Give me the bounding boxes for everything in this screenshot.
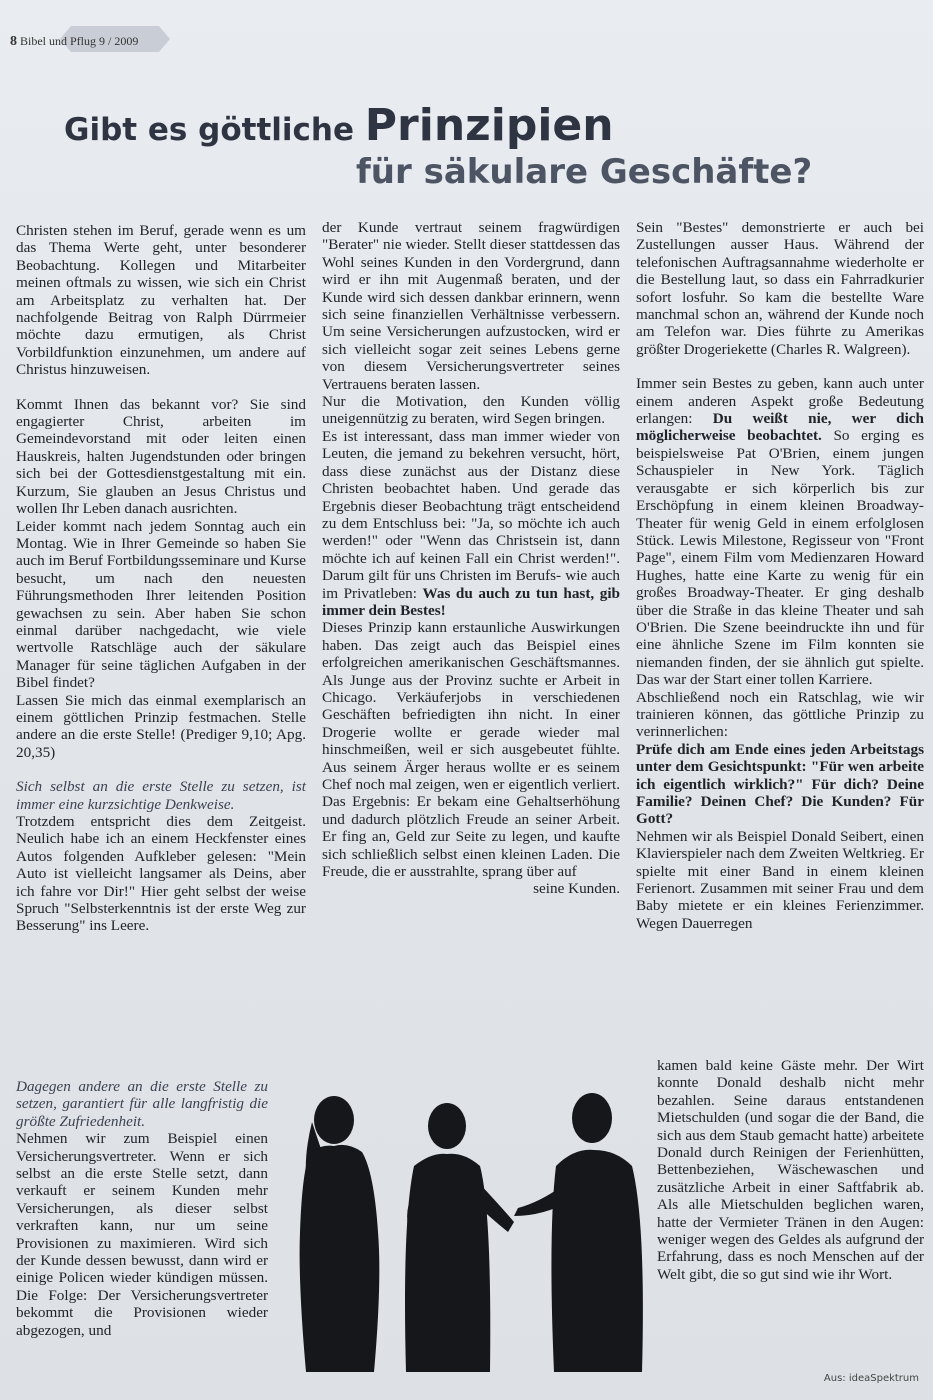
paragraph: Trotzdem entspricht dies dem Zeitgeist. Neulich habe ich an einem Heckfenster eines Autos folgenden Aufkleber gelesen: "Mein Auto ist vielleicht langsamer als Deins, aber ich fahre vor Dir!" Hier geht selbst der weise Spruch "Selbsterkenntnis ist der erste Weg zur Besserung" ins Leere.	[16, 813, 306, 935]
silhouette-head	[572, 1093, 612, 1143]
paragraph: Kommt Ihnen das bekannt vor? Sie sind engagierter Christ, arbeiten im Gemeindevorstand mit oder leiten einen Hauskreis, halten Jugendstunden oder bringen sich bei der Gottesdienstgestaltung mit ein. Kurzum, Sie glauben an Jesus Christus und wollen Ihr Leben danach ausrichten.	[16, 395, 306, 518]
silhouette-body	[551, 1150, 642, 1372]
paragraph: der Kunde vertraut seinem fragwürdigen "Berater" nie wieder. Stellt dieser stattdessen das Wohl seines Kunden in den Vordergrund, dann wird er ihn mit Augenmaß beraten, und der Kunde wird sich dessen dankbar erinnern, wenn sich seine finanziellen Verhältnisse verbessern. Um seine Versicherungen aufzustocken, wird er sich vielleicht sogar zeit seines Lebens gerne von diesem Versicherungsvertreter seines Vertrauens beraten lassen.	[322, 219, 620, 393]
paragraph: Abschließend noch ein Ratschlag, wie wir trainieren können, das göttliche Prinzip zu verinnerlichen:	[636, 688, 924, 741]
silhouette-head	[428, 1103, 466, 1149]
column-1-lower	[16, 1078, 268, 1339]
paragraph: Nur die Motivation, den Kunden völlig uneigennützig zu beraten, wird Segen bringen.	[322, 393, 620, 428]
page-number: 8	[10, 34, 17, 49]
article-title-line1	[64, 100, 614, 151]
bold-advice: Prüfe dich am Ende eines jeden Arbeitstags unter dem Gesichtspunkt: "Für wen arbeite ich eigentlich wirklich?" Für dich? Deine Familie? Deinen Chef? Die Kunden? Für Gott?	[636, 740, 924, 828]
column-3-lower	[657, 1057, 924, 1283]
italic-subheading: Sich selbst an die erste Stelle zu setzen, ist immer eine kurzsichtige Denkweise.	[16, 778, 306, 813]
silhouette-head	[314, 1096, 354, 1144]
bold-sentence: Du weißt nie, wer dich möglicherweise beobachtet.	[636, 410, 924, 445]
paragraph: Sein "Bestes" demonstrierte er auch bei Zustellungen ausser Haus. Während der telefonischen Auftragsannahme wiederholte er die Bestellung laut, so dass ein Fahrradkurier sofort losfuhr. So kam die bestellte Ware manchmal schon an, während der Kunde noch am Telefon war. Dies führte zu Amerikas größter Drogeriekette (Charles R. Walgreen).	[636, 219, 924, 358]
paragraph: Nehmen wir als Beispiel Donald Seibert, einen Klavierspieler nach dem Zweiten Weltkrieg. Er spielte mit einer Band in einem kleinen Ferienort. Zusammen mit seiner Frau und dem Baby mietete er ein kleines Ferienzimmer. Wegen Dauerregen	[636, 827, 924, 932]
silhouette-body	[300, 1145, 380, 1372]
title-part1: Gibt es göttliche	[64, 112, 365, 148]
column-1	[16, 222, 306, 935]
page-header	[10, 34, 138, 50]
column-3	[636, 219, 924, 932]
source-credit: Aus: ideaSpektrum	[823, 1373, 919, 1384]
column-2	[322, 219, 620, 898]
article-title-line2: für säkulare Geschäfte?	[356, 152, 813, 192]
paragraph: Lassen Sie mich das einmal exemplarisch an einem göttlichen Prinzip festmachen. Stelle andere an die erste Stelle! (Prediger 9,10; Apg. 20,35)	[16, 691, 306, 761]
business-silhouettes-illustration	[282, 1082, 657, 1372]
paragraph: Immer sein Bestes zu geben, kann auch unter einem anderen Aspekt große Bedeutung erlangen: Du weißt nie, wer dich möglicherweise beobachtet. So erging es beispielsweise Pat O'Brien, einem jungen Schauspieler in New York. Täglich verausgabte er sich körperlich bis zur Erschöpfung in einem kleinen Broadway-Theater für wenig Geld in einem erfolglosen Stück. Lewis Milestone, Regisseur von "Front Page", einem Film vom Medienzaren Howard Hughes, hatte eine Karte zu wenig für ein großes Broadway-Theater. Er ging deshalb über die Straße in das kleine Theater und sah O'Brien. Die Szene beeindruckte ihn und für eine ähnliche Szene im Film konnten sie niemanden finden, der sie ähnlich gut spielte. Das war der Start einer tollen Karriere.	[636, 375, 924, 689]
paragraph: Leider kommt nach jedem Sonntag auch ein Montag. Wie in Ihrer Gemeinde so haben Sie auch im Beruf Fortbildungsseminare und Kurse besucht, um nach den neuesten Führungsmethoden Ihrer leitenden Position gewachsen zu sein. Aber haben Sie schon einmal darüber nachgedacht, wie viele wertvolle Ratschläge auch der säkulare Manager für seine täglichen Aufgaben in der Bibel findet?	[16, 517, 306, 692]
magazine-issue: Bibel und Pflug 9 / 2009	[20, 34, 139, 48]
title-part1-big: Prinzipien	[364, 100, 614, 151]
italic-subheading: Dagegen andere an die erste Stelle zu setzen, garantiert für alle langfristig die größte Zufriedenheit.	[16, 1078, 268, 1130]
intro-paragraph: Christen stehen im Beruf, gerade wenn es um das Thema Werte geht, unter besonderer Beobachtung. Kollegen und Mitarbeiter meinen oftmals zu wissen, wie sich ein Christ am Arbeitsplatz zu verhalten hat. Der nachfolgende Beitrag von Ralph Dürrmeier möchte dazu ermutigen, als Christ Vorbildfunktion einzunehmen, um andere auf Christus hinzuweisen.	[16, 222, 306, 379]
paragraph: kamen bald keine Gäste mehr. Der Wirt konnte Donald deshalb nicht mehr bezahlen. Seine daraus entstandenen Mietschulden (und sogar die der Band, die sich aus dem Staub gemacht hatte) arbeitete Donald durch Reinigen der Ferienhütten, Bettenbeziehen, Wäschewaschen und zusätzliche Arbeit in einer Saftfabrik ab. Als alle Mietschulden beglichen waren, hatte der Vermieter Tränen in den Augen: weniger wegen des Geldes als aufgrund der Erfahrung, dass es noch Menschen auf der Welt gibt, die so gut sind wie ihr Wort.	[657, 1057, 924, 1283]
paragraph: Es ist interessant, dass man immer wieder von Leuten, die jemand zu bekehren versucht, hört, dass diese zunächst aus der Distanz diese Christen beobachtet haben. Und gerade das Ergebnis dieser Beobachtung trägt entscheidend zu dem Entschluss bei: "Ja, so möchte ich auch werden!" oder "Wenn das Christsein ist, dann möchte ich auf keinen Fall ein Christ werden!". Darum gilt für uns Christen im Berufs- wie auch im Privatleben: Was du auch zu tun hast, gib immer dein Bestes!	[322, 427, 621, 619]
bold-principle: Was du auch zu tun hast, gib immer dein Bestes!	[322, 584, 621, 619]
paragraph: Nehmen wir zum Beispiel einen Versicherungsvertreter. Wenn er sich selbst an die erste Stelle setzt, dann verkauft er seinem Kunden mehr Versicherungen, als dieser selbst verkraften kann, nur um seine Provisionen zu maximieren. Wird sich der Kunde dessen bewusst, dann wird er einige Policen wieder kündigen müssen. Die Folge: Der Versicherungsvertreter bekommt die Provisionen wieder abgezogen, und	[16, 1130, 268, 1339]
paragraph-end: seine Kunden.	[533, 880, 620, 898]
paragraph: Dieses Prinzip kann erstaunliche Auswirkungen haben. Das zeigt auch das Beispiel eines erfolgreichen amerikanischen Geschäftsmannes. Als Junge aus der Provinz suchte er Arbeit in Chicago. Verkäuferjobs in verschiedenen Geschäften befriedigten ihn nicht. In einer Drogerie wollte er gerade wieder mal hinschmeißen, weil er sich ausgebeutet fühlte. Aus seinem Ärger heraus wollte er es seinem Chef noch mal zeigen, wen er eigentlich verliert. Das Ergebnis: Er bekam eine Gehaltserhöhung und dadurch plötzlich Freude an seiner Arbeit. Er fing an, Geld zur Seite zu legen, und kaufte sich schließlich selbst einen kleinen Laden. Die Freude, die er ausstrahlte, sprang über auf	[322, 619, 620, 881]
